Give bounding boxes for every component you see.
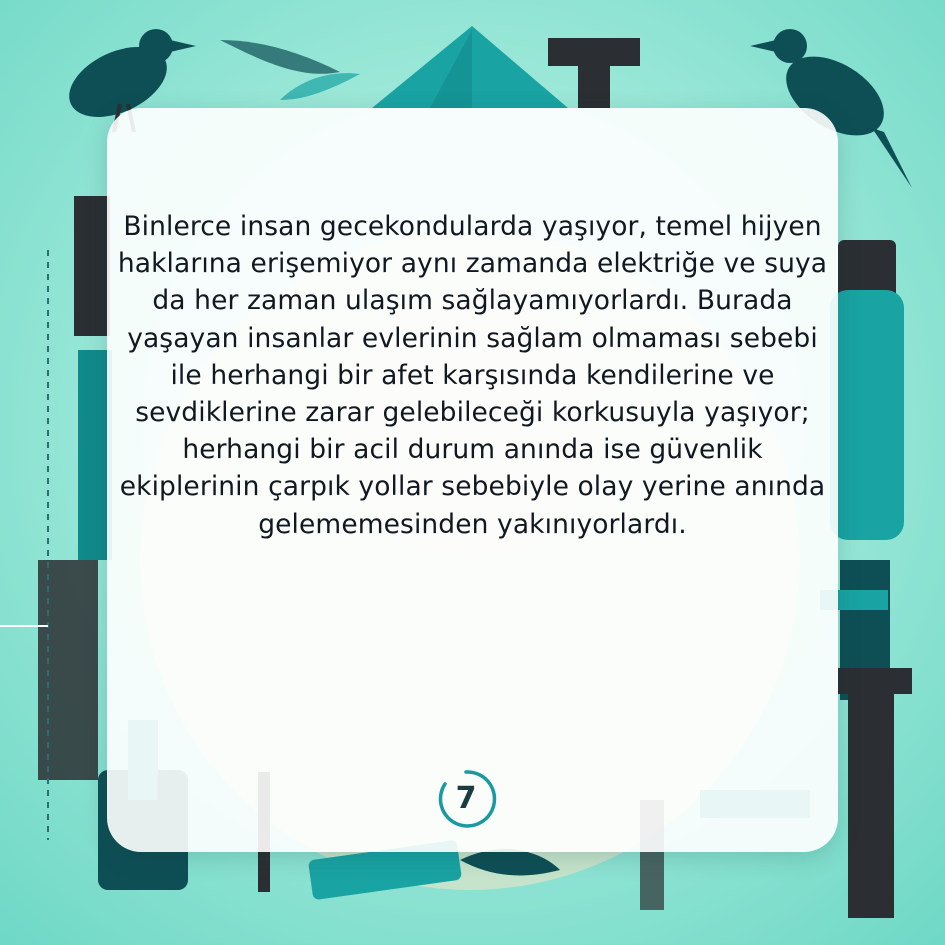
page-badge [433, 766, 499, 832]
page-number: 7 [455, 781, 477, 816]
body-text: Binlerce insan gecekondularda yaşıyor, temel hijyen haklarına erişemiyor aynı zamanda elektriğe ve suya da her zaman ulaşım sağlayamıyorlardı. Burada yaşayan insanlar evlerinin sağlam olmaması sebebi ile herhangi bir afet karşısında kendilerine ve sevdiklerine zarar gelebileceği korkusuyla yaşıyor; herhangi bir acil durum anında ise güvenlik ekiplerinin çarpık yollar sebebiyle olay yerine anında gelememesinden yakınıyorlardı. [117, 211, 828, 540]
